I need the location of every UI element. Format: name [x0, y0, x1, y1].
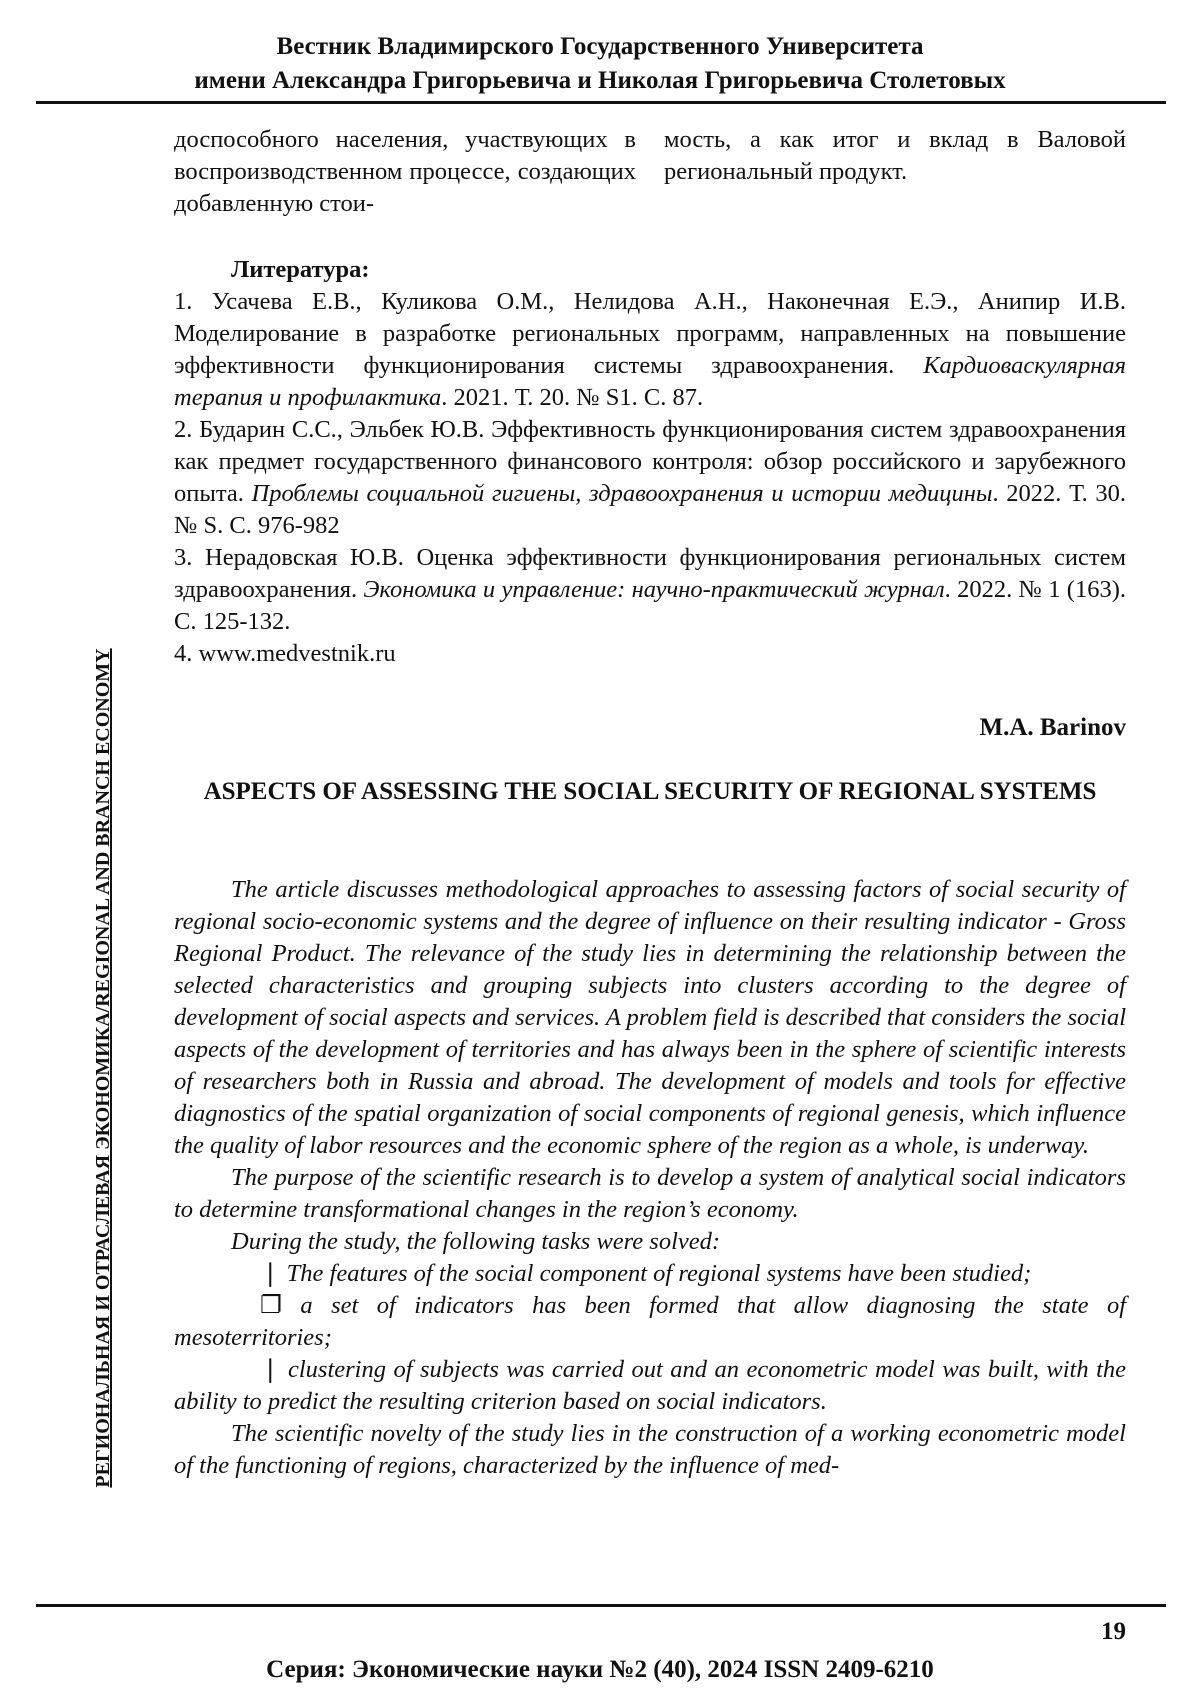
page-number: 19: [1101, 1618, 1126, 1645]
continuation-left-column: доспособного населения, участвующих в воспроизводственном процессе, создающих добавленную стои-: [174, 126, 636, 217]
abstract-paragraph: The purpose of the scientific research is to develop a system of analytical social indicators to determine transformational changes in the region’s economy.: [174, 1164, 1126, 1223]
reference-text: 4. www.medvestnik.ru: [174, 640, 396, 667]
reference-text: 1. Усачева Е.В., Куликова О.М., Нелидова А.Н., Наконечная Е.Э., Анипир И.В. Моделирование в разработке региональных программ, направленных на повышение эффективности функционирования системы здравоохранения.: [174, 288, 1126, 379]
reference-item: [174, 638, 1126, 670]
reference-text: 3. Нерадовская Ю.В. Оценка эффективности функционирования региональных систем здравоохранения.: [174, 544, 1126, 603]
checkbox-icon: ❐: [260, 1292, 282, 1319]
footer-rule: [36, 1604, 1166, 1607]
task-text: clustering of subjects was carried out and an econometric model was built, with the ability to predict the resulting criterion based on social indicators.: [174, 1356, 1127, 1415]
bullet-icon: ❘: [260, 1260, 281, 1287]
series-footer: Серия: Экономические науки №2 (40), 2024 ISSN 2409-6210: [266, 1656, 934, 1683]
article-title: ASPECTS OF ASSESSING THE SOCIAL SECURITY OF REGIONAL SYSTEMS: [203, 778, 1097, 805]
journal-title-line-1: Вестник Владимирского Государственного Университета: [276, 33, 924, 60]
reference-details: . 2022. Т. 30. № S. С. 976-982: [174, 480, 1127, 539]
task-item: [174, 1258, 1126, 1290]
reference-details: . 2022. № 1 (163). С. 125-132.: [174, 576, 1126, 635]
task-text: The features of the social component of regional systems have been studied;: [286, 1260, 1032, 1287]
literature-heading: Литература:: [231, 256, 370, 283]
task-item: [174, 1290, 1126, 1354]
abstract-paragraph: The article discusses methodological approaches to assessing factors of social security of regional socio-economic systems and the degree of influence on their resulting indicator - Gross Regional Product. The relevance of the study lies in determining the relationship between the selected characteristics and grouping subjects into clusters according to the degree of development of social aspects and services. A problem field is described that considers the social aspects of the development of territories and has always been in the sphere of scientific interests of researchers both in Russia and abroad. The development of models and tools for effective diagnostics of the spatial organization of social components of regional genesis, which influence the quality of labor resources and the economic sphere of the region as a whole, is underway.: [174, 876, 1126, 1159]
section-sidebar-label: РЕГИОНАЛЬНАЯ И ОТРАСЛЕВАЯ ЭКОНОМИКА/REGIONAL AND BRANCH ECONOMY: [92, 648, 114, 1488]
reference-text: 2. Бударин С.С., Эльбек Ю.В. Эффективность функционирования систем здравоохранения как предмет государственного финансового контроля: обзор российского и зарубежного опыта.: [174, 416, 1126, 507]
continuation-right-column: мость, а как итог и вклад в Валовой региональный продукт.: [664, 126, 1126, 185]
journal-title-line-2: имени Александра Григорьевича и Николая Григорьевича Столетовых: [194, 67, 1006, 94]
reference-journal: Проблемы социальной гигиены, здравоохранения и истории медицины: [251, 480, 993, 507]
reference-item: [174, 414, 1126, 542]
abstract: [174, 874, 1126, 1482]
reference-item: [174, 286, 1126, 414]
reference-journal: Экономика и управление: научно-практический журнал: [363, 576, 945, 603]
reference-journal: Кардиоваскулярная терапия и профилактика: [174, 352, 1126, 411]
abstract-paragraph: The scientific novelty of the study lies in the construction of a working econometric model of the functioning of regions, characterized by the influence of med-: [174, 1420, 1126, 1479]
bullet-icon: ❘: [260, 1356, 281, 1383]
article-author: M.A. Barinov: [979, 714, 1126, 741]
task-text: a set of indicators has been formed that allow diagnosing the state of mesoterritories;: [174, 1292, 1127, 1351]
abstract-paragraph: During the study, the following tasks were solved:: [231, 1228, 721, 1255]
header-rule: [36, 101, 1166, 104]
reference-details: . 2021. Т. 20. № S1. С. 87.: [441, 384, 704, 411]
reference-item: [174, 542, 1126, 638]
reference-list: [174, 286, 1126, 670]
task-item: [174, 1354, 1126, 1418]
